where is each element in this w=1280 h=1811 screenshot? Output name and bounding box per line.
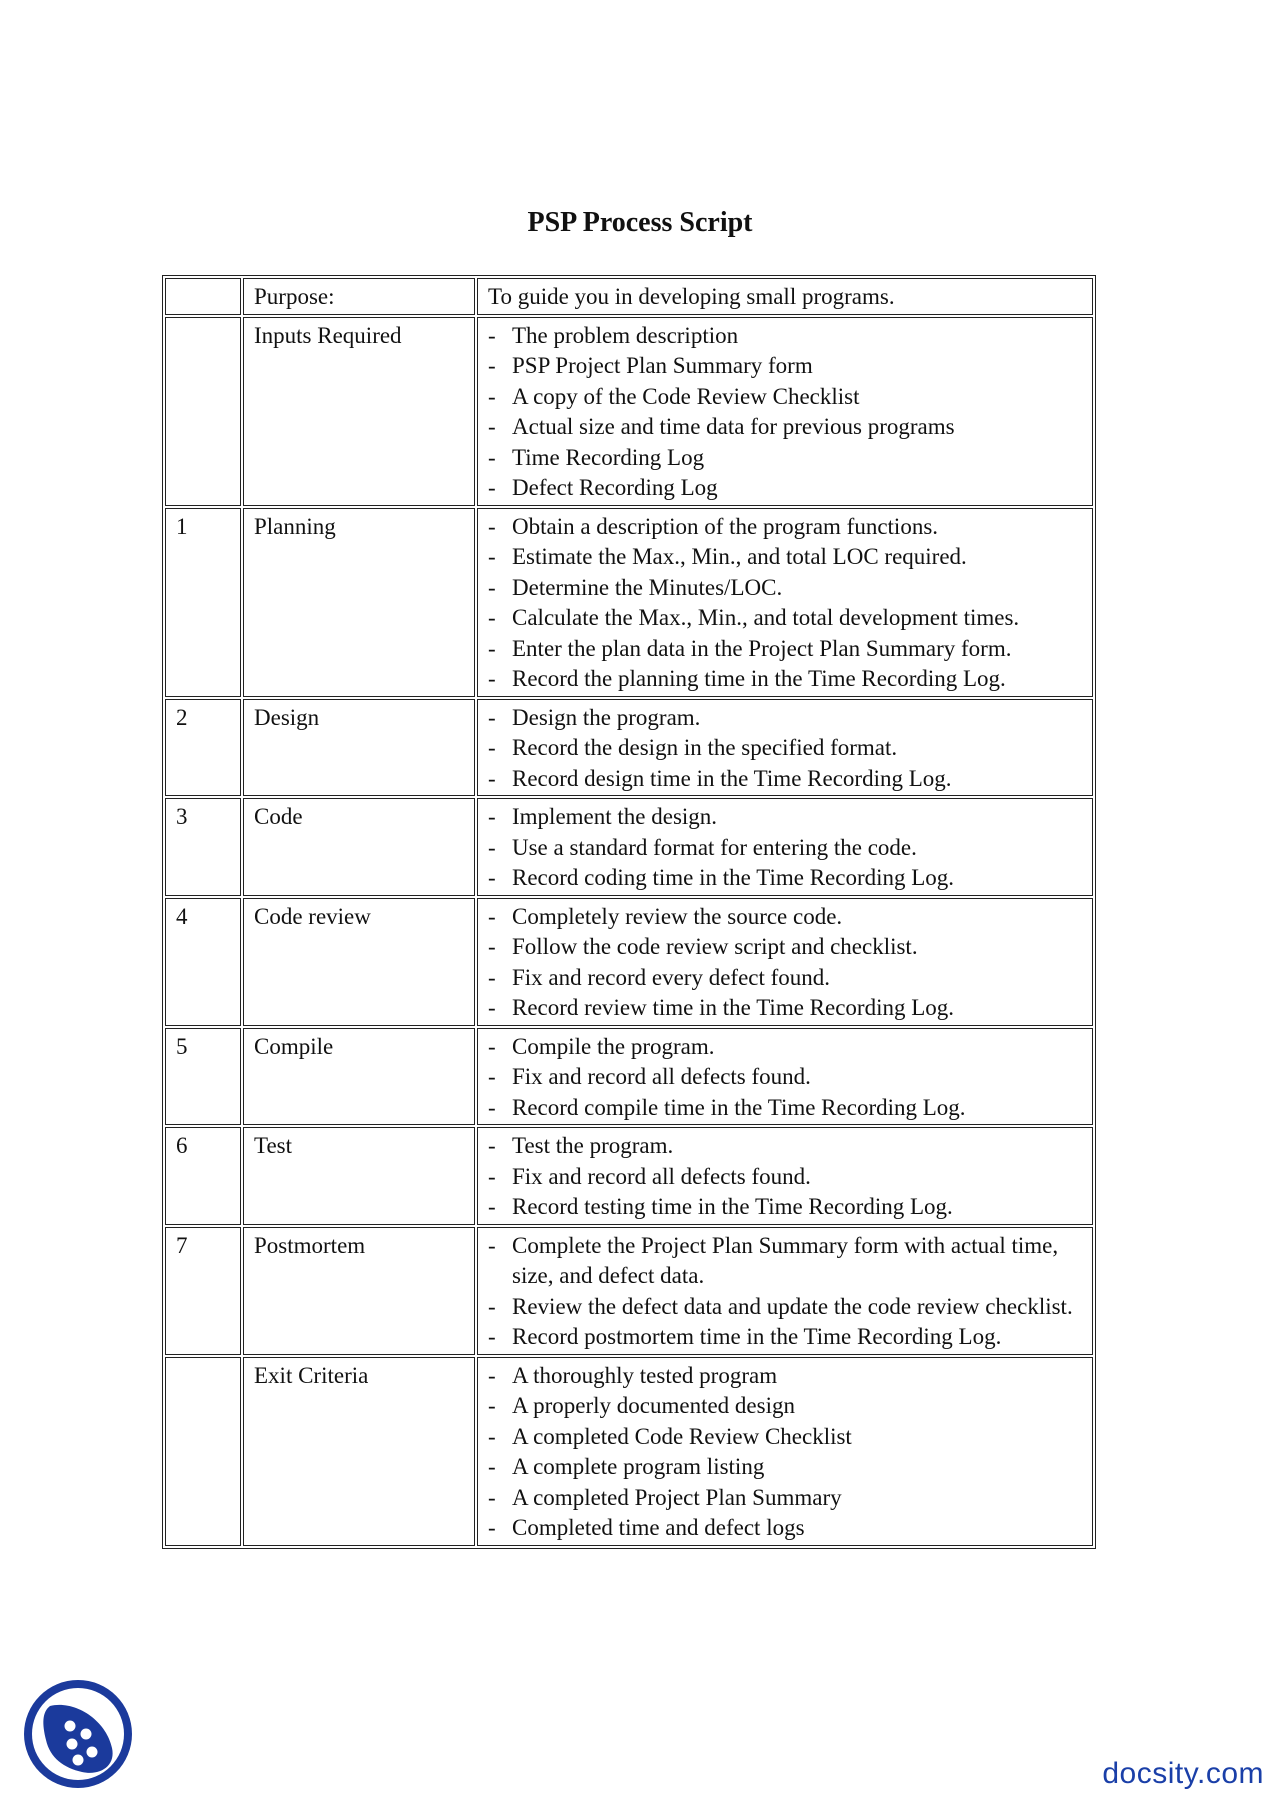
table-row-postmortem [165,1227,1093,1355]
list-item: - A completed Code Review Checklist [488,1422,1092,1453]
list-item: - Calculate the Max., Min., and total development times. [488,603,1092,634]
list-item: - Record the planning time in the Time Recording Log. [488,664,1092,695]
phase-label: Code review [243,898,475,1026]
list-item: - Design the program. [488,703,1092,734]
step-list [488,802,1092,894]
step-list [488,1361,1092,1544]
list-item: - A thoroughly tested program [488,1361,1092,1392]
list-item: - Obtain a description of the program functions. [488,512,1092,543]
table-row-compile [165,1028,1093,1126]
list-item: - A copy of the Code Review Checklist [488,382,1092,413]
list-item: - Record coding time in the Time Recording Log. [488,863,1092,894]
table-row-code-review [165,898,1093,1026]
step-list [488,512,1092,695]
list-item: - Fix and record all defects found. [488,1062,1092,1093]
docsity-brand-link[interactable]: docsity.com [1102,1757,1264,1790]
row-number [165,1357,241,1546]
step-list-cell [477,1357,1093,1546]
phase-label: Purpose: [243,278,475,315]
table-row-test [165,1127,1093,1225]
docsity-logo-icon [20,1676,136,1792]
phase-label: Code [243,798,475,896]
list-item: - Defect Recording Log [488,473,1092,504]
step-list-cell [477,699,1093,797]
purpose-text: To guide you in developing small programs. [477,278,1093,315]
list-item: - Time Recording Log [488,443,1092,474]
phase-label: Design [243,699,475,797]
page-title: PSP Process Script [527,207,753,238]
row-number: 4 [165,898,241,1026]
phase-label: Compile [243,1028,475,1126]
phase-label: Postmortem [243,1227,475,1355]
phase-label: Planning [243,508,475,697]
step-list [488,1231,1092,1353]
phase-label: Test [243,1127,475,1225]
list-item: - A complete program listing [488,1452,1092,1483]
process-script-table [162,275,1096,1549]
row-number [165,317,241,506]
list-item: - Complete the Project Plan Summary form with actual time, size, and defect data. [488,1231,1092,1292]
list-item: - A completed Project Plan Summary [488,1483,1092,1514]
list-item: - Record design time in the Time Recording Log. [488,764,1092,795]
row-number: 5 [165,1028,241,1126]
list-item: - Implement the design. [488,802,1092,833]
row-number: 7 [165,1227,241,1355]
step-list [488,1032,1092,1124]
table-row-exit-criteria [165,1357,1093,1546]
list-item: - Record compile time in the Time Recording Log. [488,1093,1092,1124]
list-item: - Compile the program. [488,1032,1092,1063]
list-item: - Record testing time in the Time Recording Log. [488,1192,1092,1223]
table-row-inputs [165,317,1093,506]
step-list-cell [477,508,1093,697]
list-item: - Use a standard format for entering the code. [488,833,1092,864]
list-item: - Record review time in the Time Recording Log. [488,993,1092,1024]
list-item: - Follow the code review script and checklist. [488,932,1092,963]
row-number: 3 [165,798,241,896]
step-list [488,703,1092,795]
phase-label: Inputs Required [243,317,475,506]
list-item: - PSP Project Plan Summary form [488,351,1092,382]
row-number [165,278,241,315]
list-item: - Test the program. [488,1131,1092,1162]
list-item: - Completely review the source code. [488,902,1092,933]
list-item: - Enter the plan data in the Project Plan Summary form. [488,634,1092,665]
list-item: - Fix and record every defect found. [488,963,1092,994]
list-item: - The problem description [488,321,1092,352]
list-item: - Review the defect data and update the code review checklist. [488,1292,1092,1323]
row-number: 1 [165,508,241,697]
list-item: - Record the design in the specified format. [488,733,1092,764]
step-list [488,1131,1092,1223]
table-row-code [165,798,1093,896]
step-list-cell [477,898,1093,1026]
step-list [488,902,1092,1024]
row-number: 6 [165,1127,241,1225]
step-list [488,321,1092,504]
list-item: - Completed time and defect logs [488,1513,1092,1544]
list-item: - A properly documented design [488,1391,1092,1422]
step-list-cell [477,1127,1093,1225]
table-row-purpose [165,278,1093,315]
list-item: - Determine the Minutes/LOC. [488,573,1092,604]
table-row-design [165,699,1093,797]
list-item: - Fix and record all defects found. [488,1162,1092,1193]
step-list-cell [477,1227,1093,1355]
step-list-cell [477,798,1093,896]
step-list-cell [477,1028,1093,1126]
list-item: - Actual size and time data for previous programs [488,412,1092,443]
phase-label: Exit Criteria [243,1357,475,1546]
list-item: - Estimate the Max., Min., and total LOC required. [488,542,1092,573]
table-row-planning [165,508,1093,697]
list-item: - Record postmortem time in the Time Recording Log. [488,1322,1092,1353]
step-list-cell [477,317,1093,506]
row-number: 2 [165,699,241,797]
